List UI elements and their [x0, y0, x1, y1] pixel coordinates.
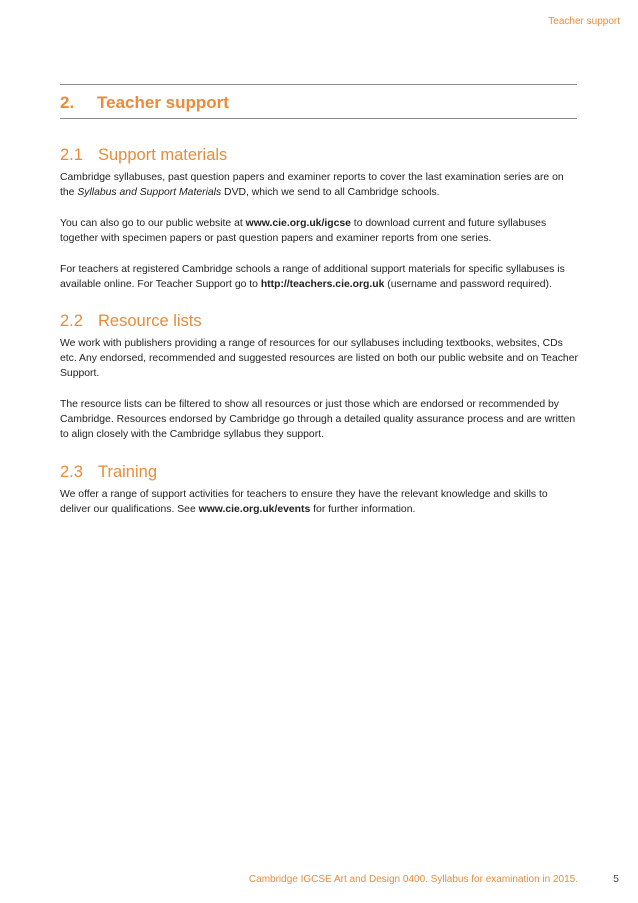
chapter-rule-bottom [60, 118, 577, 119]
section-title: Training [98, 463, 157, 481]
chapter-title-text: Teacher support [97, 93, 229, 112]
section-body [60, 487, 580, 517]
chapter-number: 2. [60, 93, 75, 112]
section-heading [60, 312, 580, 331]
body-paragraph [60, 262, 580, 292]
section-body [60, 170, 580, 292]
section-body [60, 336, 580, 442]
section-title: Support materials [98, 146, 228, 164]
body-paragraph [60, 170, 580, 200]
text-run: For teachers at registered Cambridge schools a range of additional support materials for specific syllabuses is available online. For Teacher Support go to [60, 264, 565, 290]
italic-text: Syllabus and Support Materials [77, 187, 222, 198]
text-run: DVD, which we send to all Cambridge schools. [221, 187, 440, 198]
body-paragraph [60, 487, 580, 517]
text-run: for further information. [310, 504, 416, 515]
section-heading [60, 146, 580, 165]
chapter-title [60, 93, 229, 113]
section-training [60, 463, 580, 533]
section-number: 2.3 [60, 463, 83, 481]
section-support-materials [60, 146, 580, 308]
section-number: 2.1 [60, 146, 83, 164]
text-run: The resource lists can be filtered to show all resources or just those which are endorsed or recommended by Cambridge. Resources endorsed by Cambridge go through a detailed quality assurance process and are written to align closely with the Cambridge syllabus they support. [60, 399, 576, 440]
section-title: Resource lists [98, 312, 202, 330]
bold-text: www.cie.org.uk/igcse [245, 218, 351, 229]
text-run: We offer a range of support activities for teachers to ensure they have the relevant knowledge and skills to deliver our qualifications. See [60, 489, 548, 515]
section-heading [60, 463, 580, 482]
chapter-rule-top [60, 84, 577, 85]
bold-text: www.cie.org.uk/events [198, 504, 311, 515]
text-run: Cambridge syllabuses, past question papers and examiner reports to cover the last examination series are on the [60, 172, 564, 198]
text-run: (username and password required). [384, 279, 552, 290]
bold-text: http://teachers.cie.org.uk [260, 279, 385, 290]
body-paragraph [60, 336, 580, 381]
text-run: to download current and future syllabuses together with specimen papers or past question papers and examiner reports from one series. [60, 218, 547, 244]
body-paragraph [60, 397, 580, 442]
running-header: Teacher support [548, 16, 620, 27]
section-resource-lists [60, 312, 580, 458]
footer-text: Cambridge IGCSE Art and Design 0400. Syllabus for examination in 2015. [248, 874, 578, 885]
text-run: You can also go to our public website at [60, 218, 246, 229]
text-run: We work with publishers providing a range of resources for our syllabuses including textbooks, websites, CDs etc. Any endorsed, recommended and suggested resources are listed on both our public website and on Teacher Support. [60, 338, 578, 379]
section-number: 2.2 [60, 312, 83, 330]
page-number: 5 [613, 873, 619, 885]
body-paragraph [60, 216, 580, 246]
